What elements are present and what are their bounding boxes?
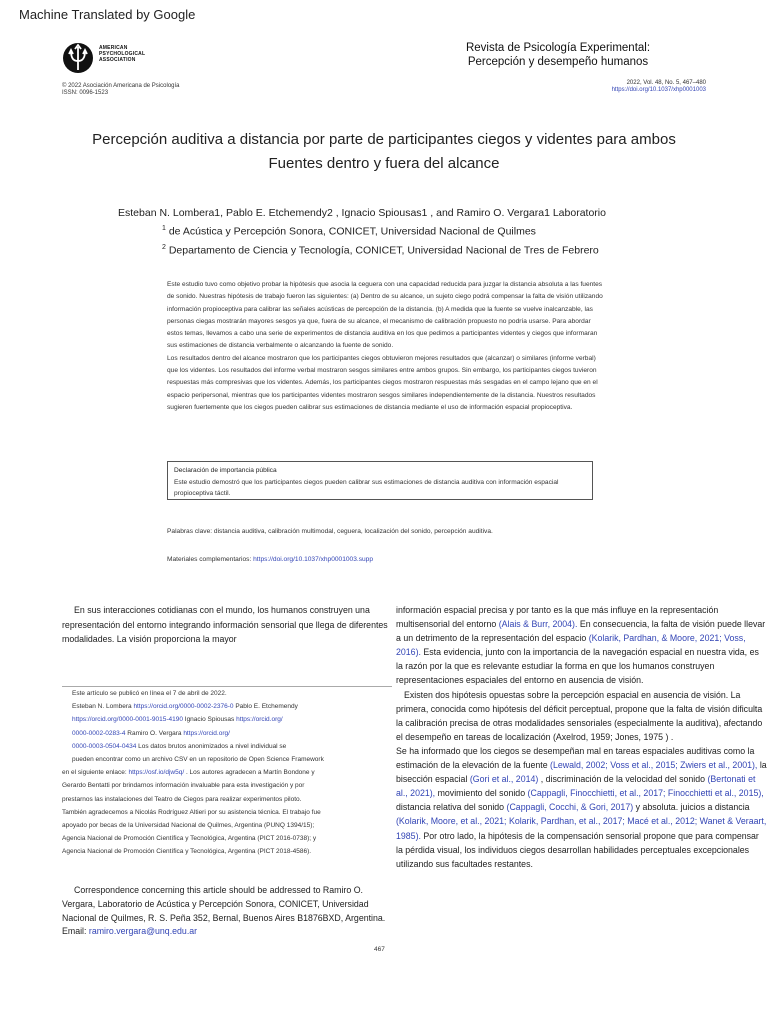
abstract-paragraph-1: Este estudio tuvo como objetivo probar la hipótesis que asocia la ceguera con una capacidad reducida para juzgar la distancia absoluta a las fuentes de sonido. Nuestras hipótesis de trabajo fueron las siguientes: (a) Dentro de su alcance, un sujeto ciego podrá compensar la falta de visión utilizando información propioceptiva para calibrar las señales acústicas de percepción de la distancia. (b) A medida que la fuente se vuelve inalcanzable, las personas ciegas mostrarán mayores sesgos ya que, fuera de su alcance, el mecanismo de calibración propuesto no podría usarse. Para abordar estos temas, llevamos a cabo una serie de experimentos de distancia auditiva en los que pedimos a participantes videntes y ciegos que informaran sus estimaciones de distancia verbalmente o alcanzando la fuente de sonido. (167, 281, 603, 350)
author-block (118, 205, 718, 258)
body-paragraph-3: Se ha informado que los ciegos se desempeñan mal en tareas espaciales auditivas como la estimación de la elevación de la fuente (Lewald, 2002; Voss et al., 2015; Zwiers et al., 2001), la bisección espacial (Gori et al., 2014) , discriminación de la velocidad del sonido (Bertonati et al., 2021), movimiento del sonido (Cappagli, Finocchietti, et al., 2017; Finocchietti et al., 2015), distancia relativa del sonido (Cappagli, Cocchi, & Gori, 2017) y absoluta. juicios a distancia (Kolarik, Moore, et al., 2021; Kolarik, Pardhan, et al., 2017; Macé et al., 2012; Wanet & Veraart, 1985). Por otro lado, la hipótesis de la compensación sensorial propone que para compensar la pérdida visual, los individuos ciegos desarrollan habilidades perceptuales excepcionales utilizando sus facultades restantes. (396, 745, 767, 869)
affiliation-1: $^1$ de Acústica y Percepción Sonora, CONICET, Universidad Nacional de Quilmes (162, 225, 536, 238)
author-list: Esteban N. Lombera1, Pablo E. Etchemendy2 , Ignacio Spiousas1 , and Ramiro O. Vergara1 Laboratorio (118, 207, 606, 219)
citation-link[interactable]: (Kolarik, Moore, et al., 2021; Kolarik, Pardhan, et al., 2017; Macé et al., 2012; Wanet & Veraart, 1985). (396, 816, 767, 841)
author-note: Este artículo se publicó en línea el 7 de abril de 2022. Esteban N. Lombera https://orcid.org/0000-0002-2376-0 Pablo E. Etchemendy https://orcid.org/0000-0001-9015-4190 Ignacio Spiousas https://orcid.org/ 0000-0002-0283-4 Ramiro O. Vergara https://orcid.org/ 0000-0003-0504-0434 Los datos brutos anonimizados a nivel individual se pueden encontrar como un archivo CSV en un repositorio de Open Science Framework en el siguiente enlace: https://osf.io/djw5q/ . Los autores agradecen a Martín Bondone y Gerardo Bentatti por brindarnos información invaluable para esta investigación y por prestarnos las instalaciones del Teatro de Ciegos para realizar experimentos piloto. También agradecemos a Nicolás Rodríguez Altieri por su asistencia técnica. El trabajo fue apoyado por becas de la Universidad Nacional de Quilmes, Argentina (PUNQ 1394/15); Agencia Nacional de Promoción Científica y Tecnológica, Argentina (PICT 2016-0738); y Agencia Nacional de Promoción Científica y Tecnológica, Argentina (PICT 2018-4586). (62, 686, 392, 859)
orcid-link-vergara-a[interactable]: https://orcid.org/ (183, 729, 230, 737)
machine-translated-banner: Machine Translated by Google (19, 7, 196, 22)
citation-link[interactable]: (Kolarik, Pardhan, & Moore, 2021; Voss, 2016). (396, 633, 746, 658)
apa-psi-logo-icon (62, 42, 94, 74)
citation-link[interactable]: (Gori et al., 2014) (469, 774, 539, 785)
orcid-link-lombera[interactable]: https://orcid.org/0000-0002-2376-0 (133, 703, 234, 711)
body-paragraph-2: Existen dos hipótesis opuestas sobre la percepción espacial en ausencia de visión. La primera, conocida como hipótesis del déficit perceptual, propone que la falta de visión dificulta la calibración precisa de otras modalidades sensoriales (especialmente la auditiva), afectando el desempeño en tareas de localización (Axelrod, 1959; Jones, 1975 ) . (396, 689, 763, 742)
page-number: 467 (374, 946, 385, 953)
keywords: Palabras clave: distancia auditiva, calibración multimodal, ceguera, localización del sonido, percepción auditiva. (167, 528, 493, 535)
body-paragraph-1: información espacial precisa y por tanto es la que más influye en la representación multisensorial del entorno (Alais & Burr, 2004). En consecuencia, la falta de visión puede llevar a un detrimento de la representación del espacio (Kolarik, Pardhan, & Moore, 2021; Voss, 2016). Esta evidencia, junto con la importancia de la navegación espacial en nuestra vida, es la razón por la que es relevante estudiar la forma en que los humanos construyen representaciones espaciales del entorno en ausencia de visión. (396, 605, 766, 686)
doi-link[interactable]: https://doi.org/10.1037/xhp0001003 (611, 87, 706, 93)
volume-info: 2022, Vol. 48, No. 5, 467–480 https://doi.org/10.1037/xhp0001003 (611, 80, 706, 93)
public-significance-heading: Declaración de importancia pública (174, 467, 277, 474)
correspondence: Correspondence concerning this article should be addressed to Ramiro O. Vergara, Laboratorio de Acústica y Percepción Sonora, CONICET, Universidad Nacional de Quilmes, R. S. Peña 352, Bernal, Buenos Aires B1876BXD, Argentina. Email: ramiro.vergara@unq.edu.ar (62, 885, 386, 937)
body-left-column (62, 603, 392, 647)
orcid-link-vergara-b[interactable]: 0000-0003-0504-0434 (72, 742, 137, 750)
abstract-paragraph-2: Los resultados dentro del alcance mostraron que los participantes ciegos obtuvieron mejores resultados que (alcanzar) o similares (informe verbal) que los videntes. Los resultados del informe verbal mostraron sesgos similares entre ambos grupos. Sin embargo, los participantes ciegos tuvieron respuestas más compresivas que los videntes. Además, los participantes ciegos mostraron respuestas más sesgadas en el campo lejano que en el espacio peripersonal, mientras que los participantes videntes mostraron sesgos similares independientemente de la distancia. Nuestros resultados sugieren fuertemente que los ciegos pueden calibrar sus estimaciones de distancia mediante el uso de información espacial propioceptiva. (167, 354, 598, 411)
article-title: Percepción auditiva a distancia por parte de participantes ciegos y videntes para ambos Fuentes dentro y fuera del alcance (92, 131, 676, 172)
orcid-link-spiousas-a[interactable]: https://orcid.org/ (236, 716, 283, 724)
orcid-link-etchemendy[interactable]: https://orcid.org/0000-0001-9015-4190 (72, 716, 183, 724)
body-right-column (396, 603, 768, 871)
citation-link[interactable]: (Lewald, 2002; Voss et al., 2015; Zwiers et al., 2001), (550, 760, 758, 771)
supplementary-materials: Materiales complementarios: https://doi.org/10.1037/xhp0001003.supp (167, 556, 374, 563)
intro-paragraph: En sus interacciones cotidianas con el mundo, los humanos construyen una representación del entorno integrando información sensorial que llega de diferentes modalidades. La visión proporciona la mayor (62, 605, 388, 644)
copyright-notice: © 2022 Asociación Americana de Psicología ISSN: 0096-1523 (62, 83, 180, 96)
email-link[interactable]: ramiro.vergara@unq.edu.ar (88, 926, 198, 937)
citation-link[interactable]: (Cappagli, Finocchietti, et al., 2017; Finocchietti et al., 2015), (527, 788, 764, 799)
citation-link[interactable]: (Cappagli, Cocchi, & Gori, 2017) (506, 802, 634, 813)
affiliation-2: $^2$ Departamento de Ciencia y Tecnología, CONICET, Universidad Nacional de Tres de Febrero (162, 243, 599, 256)
abstract (167, 279, 604, 414)
journal-title: Revista de Psicología Experimental: Percepción y desempeño humanos (465, 42, 651, 68)
citation-link[interactable]: (Alais & Burr, 2004). (498, 619, 578, 630)
citation-link[interactable]: (Bertonati et al., 2021), (396, 774, 756, 799)
public-significance-text: Este estudio demostró que los participantes ciegos pueden calibrar sus estimaciones de distancia auditiva con información espacial propioceptiva táctil. (174, 478, 559, 497)
apa-logo-text: AMERICAN PSYCHOLOGICAL ASSOCIATION (99, 45, 146, 63)
public-significance-box (167, 461, 593, 500)
supplementary-link[interactable]: https://doi.org/10.1037/xhp0001003.supp (253, 556, 374, 563)
osf-link[interactable]: https://osf.io/djw5q/ (128, 769, 185, 777)
orcid-link-spiousas-b[interactable]: 0000-0002-0283-4 (72, 729, 126, 737)
